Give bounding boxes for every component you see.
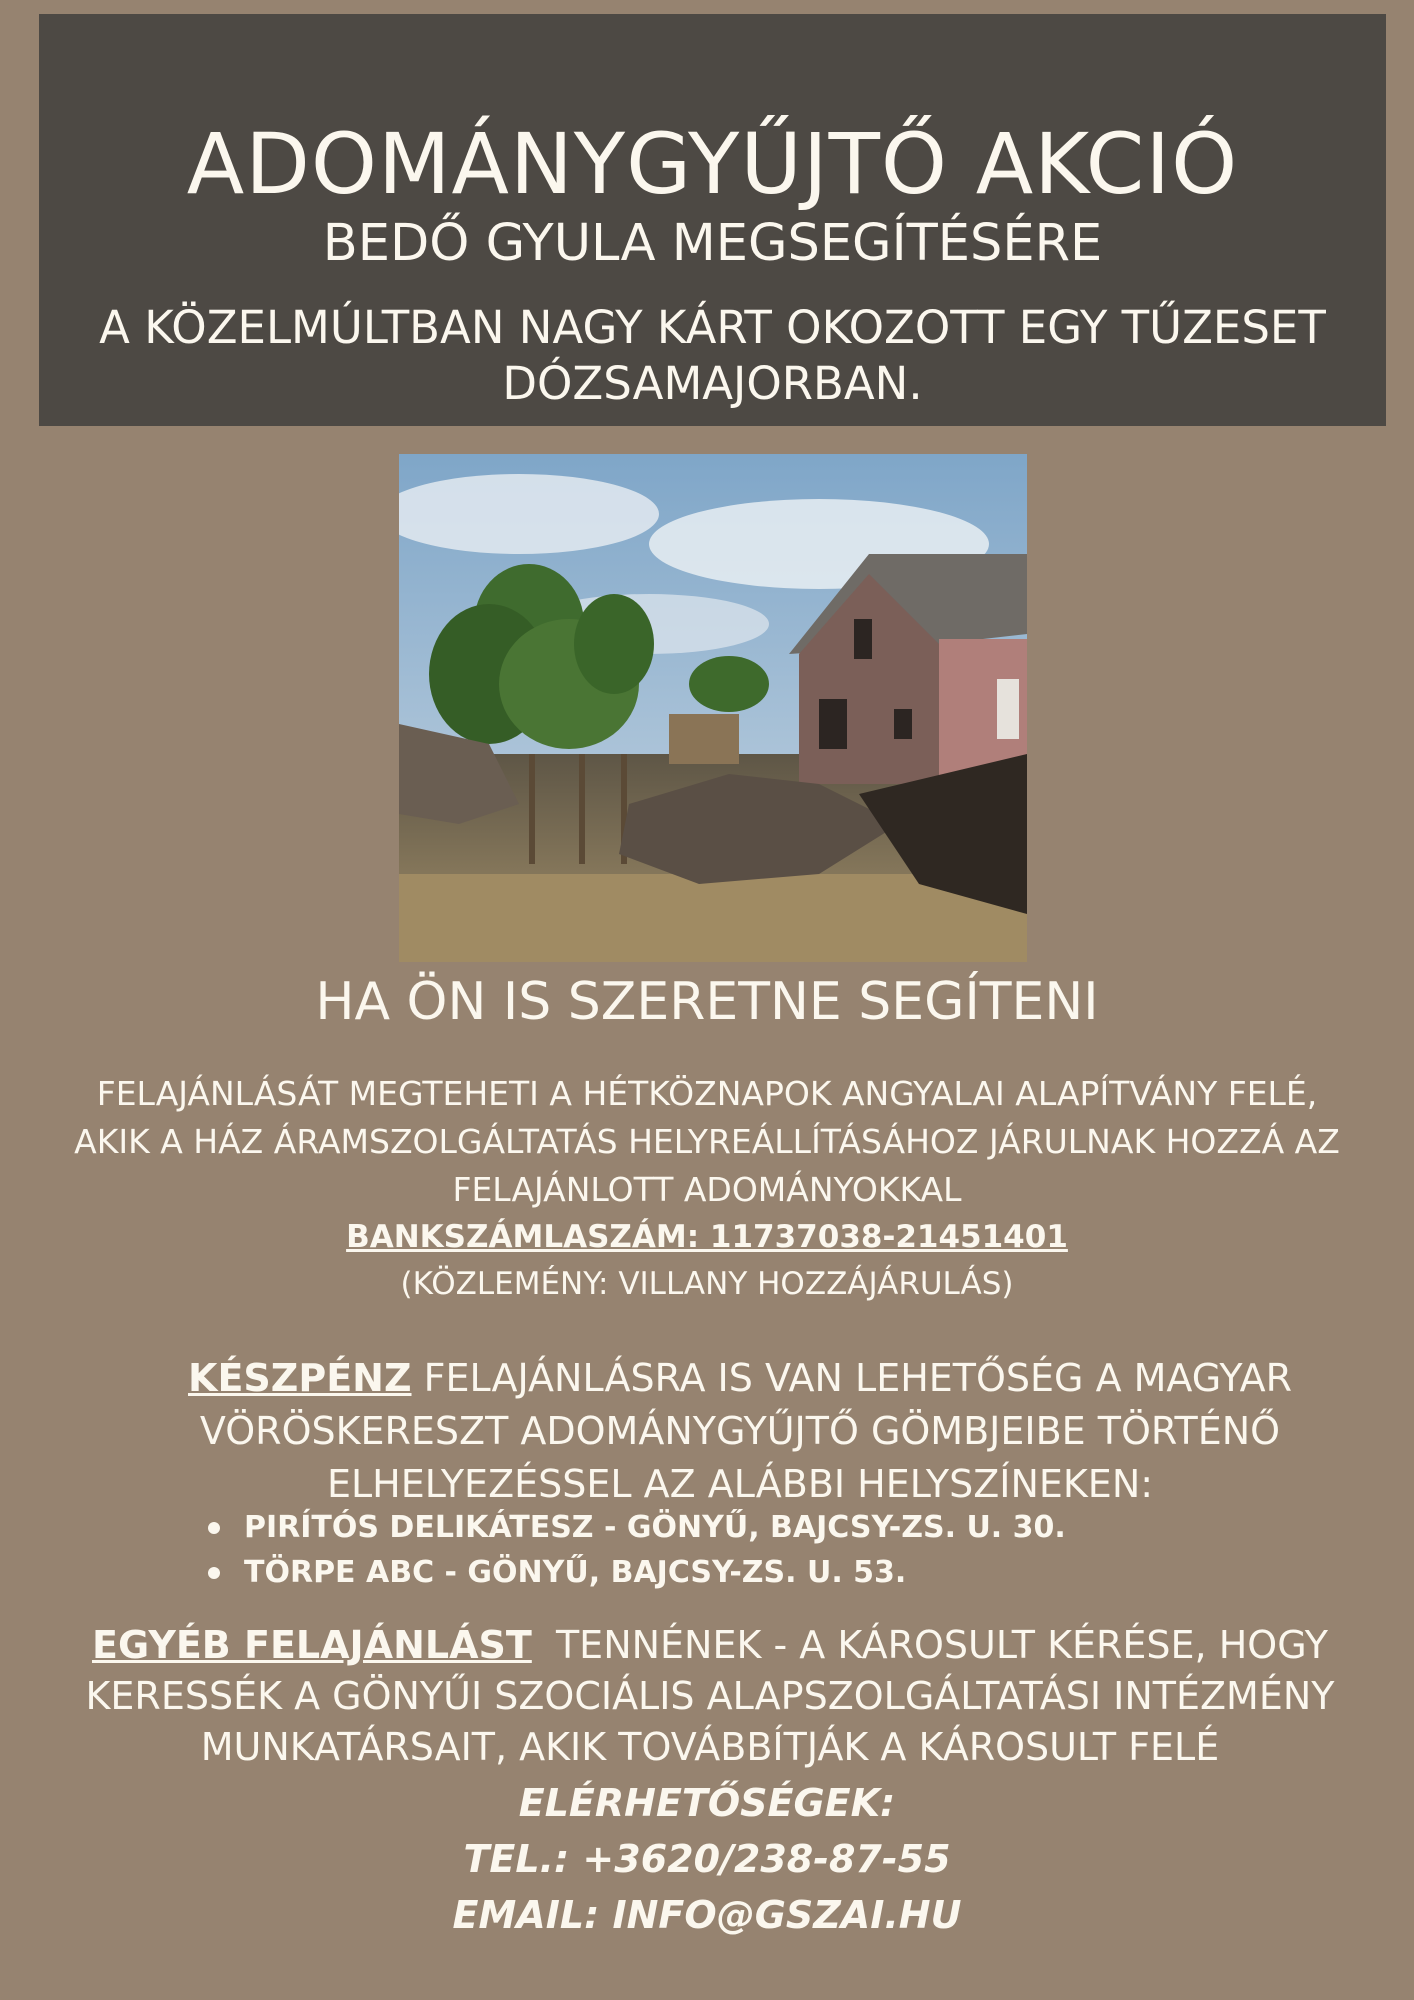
fire-damage-illustration: [399, 454, 1027, 962]
cash-line-1-rest: FELAJÁNLÁSRA IS VAN LEHETŐSÉG A MAGYAR: [411, 1356, 1292, 1400]
contacts-heading: ELÉRHETŐSÉGEK:: [518, 1781, 896, 1825]
location-list: [198, 1505, 1066, 1595]
help-text: [20, 1070, 1394, 1214]
intro-line-2: DÓZSAMAJORBAN.: [502, 357, 923, 410]
contact-email[interactable]: EMAIL: INFO@GSZAI.HU: [452, 1893, 962, 1937]
cash-donation-text: [160, 1352, 1320, 1511]
help-line-1: FELAJÁNLÁSÁT MEGTEHETI A HÉTKÖZNAPOK ANGYALAI ALAPÍTVÁNY FELÉ,: [96, 1074, 1318, 1113]
list-item: [198, 1550, 1066, 1595]
intro-line-1: A KÖZELMÚLTBAN NAGY KÁRT OKOZOTT EGY TŰZESET: [99, 301, 1326, 354]
fire-damage-photo: [399, 454, 1027, 962]
intro-text: [39, 300, 1386, 412]
bullet-icon: [208, 1567, 220, 1579]
other-line-1-rest: TENNÉNEK - A KÁROSULT KÉRÉSE, HOGY: [531, 1623, 1328, 1667]
bank-account-number: BANKSZÁMLASZÁM: 11737038-21451401: [346, 1219, 1068, 1255]
payment-reference: (KÖZLEMÉNY: VILLANY HOZZÁJÁRULÁS): [400, 1266, 1014, 1302]
list-item: [198, 1505, 1066, 1550]
contact-phone[interactable]: TEL.: +3620/238-87-55: [463, 1837, 951, 1881]
page-subtitle: BEDŐ GYULA MEGSEGÍTÉSÉRE: [322, 214, 1103, 273]
cash-line-3: ELHELYEZÉSSEL AZ ALÁBBI HELYSZÍNEKEN:: [326, 1462, 1154, 1506]
cash-line-1: [160, 1352, 1320, 1405]
location-text: TÖRPE ABC - GÖNYŰ, BAJCSY-ZS. U. 53.: [244, 1555, 907, 1590]
header-box: [39, 14, 1386, 426]
other-donation-text: [60, 1620, 1360, 1773]
other-line-2: KERESSÉK A GÖNYŰI SZOCIÁLIS ALAPSZOLGÁLTATÁSI INTÉZMÉNY: [85, 1674, 1335, 1718]
bullet-icon: [208, 1522, 220, 1534]
other-line-1: [60, 1620, 1360, 1671]
other-line-3: MUNKATÁRSAIT, AKIK TOVÁBBÍTJÁK A KÁROSULT FELÉ: [200, 1725, 1220, 1769]
help-line-3: FELAJÁNLOTT ADOMÁNYOKKAL: [452, 1170, 962, 1209]
location-text: PIRÍTÓS DELIKÁTESZ - GÖNYŰ, BAJCSY-ZS. U. 30.: [244, 1510, 1066, 1545]
cash-line-2: VÖRÖSKERESZT ADOMÁNYGYŰJTŐ GÖMBJEIBE TÖRTÉNŐ: [199, 1409, 1281, 1453]
contacts-section: [0, 1775, 1414, 1943]
page-title: ADOMÁNYGYŰJTŐ AKCIÓ: [186, 115, 1239, 213]
help-line-2: AKIK A HÁZ ÁRAMSZOLGÁLTATÁS HELYREÁLLÍTÁSÁHOZ JÁRULNAK HOZZÁ AZ: [74, 1122, 1340, 1161]
other-label: EGYÉB FELAJÁNLÁST: [92, 1623, 532, 1667]
help-heading: HA ÖN IS SZERETNE SEGÍTENI: [315, 972, 1099, 1032]
cash-label: KÉSZPÉNZ: [188, 1356, 412, 1400]
